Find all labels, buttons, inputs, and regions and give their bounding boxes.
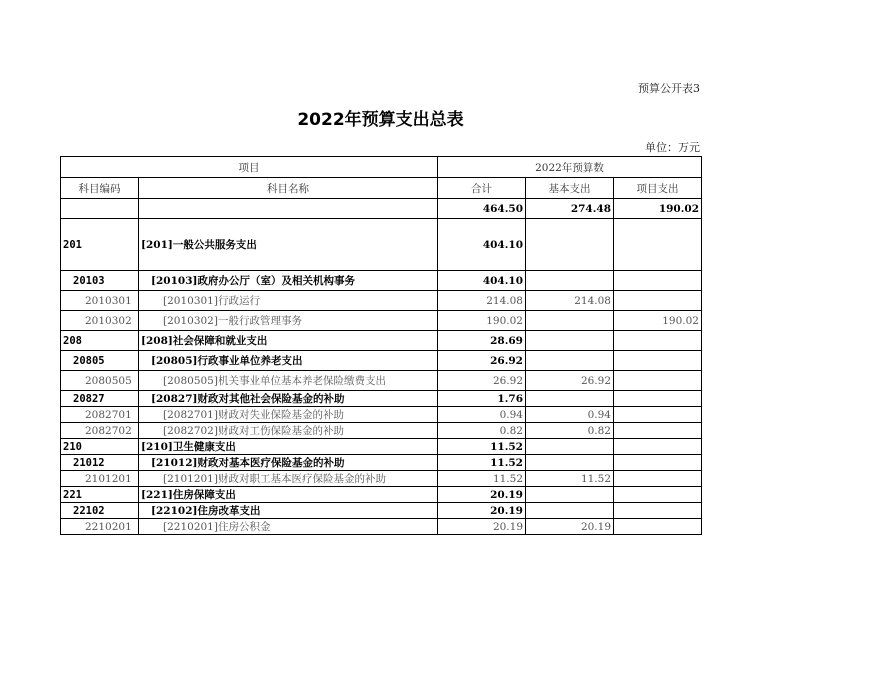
row-name-cell: [20805]行政事业单位养老支出 xyxy=(139,351,438,371)
row-basic-cell: 0.94 xyxy=(526,407,614,423)
total-name-cell xyxy=(139,199,438,219)
row-total-cell: 404.10 xyxy=(438,219,526,271)
row-basic-cell: 11.52 xyxy=(526,471,614,487)
row-code-cell: 2082702 xyxy=(61,423,139,439)
row-total-cell: 20.19 xyxy=(438,487,526,503)
row-project-cell xyxy=(614,351,702,371)
header-row-columns xyxy=(61,178,702,199)
row-code-cell: 20103 xyxy=(61,271,139,291)
row-code-cell: 21012 xyxy=(61,455,139,471)
row-project-cell xyxy=(614,407,702,423)
total-project-cell: 190.02 xyxy=(614,199,702,219)
row-project-cell xyxy=(614,291,702,311)
row-project-cell xyxy=(614,471,702,487)
table-row xyxy=(61,503,702,519)
row-code-cell: 20805 xyxy=(61,351,139,371)
row-total-cell: 1.76 xyxy=(438,391,526,407)
row-basic-cell xyxy=(526,439,614,455)
row-basic-cell xyxy=(526,455,614,471)
total-code-cell xyxy=(61,199,139,219)
table-row xyxy=(61,331,702,351)
row-project-cell xyxy=(614,439,702,455)
total-row xyxy=(61,199,702,219)
header-name: 科目名称 xyxy=(139,178,438,199)
row-total-cell: 11.52 xyxy=(438,471,526,487)
header-total: 合计 xyxy=(438,178,526,199)
table-row xyxy=(61,439,702,455)
row-code-cell: 2010302 xyxy=(61,311,139,331)
row-code-cell: 201 xyxy=(61,219,139,271)
row-name-cell: [20103]政府办公厅（室）及相关机构事务 xyxy=(139,271,438,291)
row-code-cell: 2080505 xyxy=(61,371,139,391)
row-basic-cell xyxy=(526,331,614,351)
row-total-cell: 26.92 xyxy=(438,351,526,371)
table-row xyxy=(61,407,702,423)
row-name-cell: [201]一般公共服务支出 xyxy=(139,219,438,271)
row-total-cell: 28.69 xyxy=(438,331,526,351)
table-row xyxy=(61,519,702,535)
row-total-cell: 20.19 xyxy=(438,503,526,519)
header-item-group: 项目 xyxy=(61,157,438,178)
row-total-cell: 11.52 xyxy=(438,439,526,455)
row-project-cell xyxy=(614,271,702,291)
table-row xyxy=(61,351,702,371)
form-number: 预算公开表3 xyxy=(638,82,700,95)
header-budget-group: 2022年预算数 xyxy=(438,157,702,178)
row-basic-cell xyxy=(526,219,614,271)
row-name-cell: [22102]住房改革支出 xyxy=(139,503,438,519)
total-basic-cell: 274.48 xyxy=(526,199,614,219)
row-project-cell xyxy=(614,487,702,503)
row-name-cell: [2082701]财政对失业保险基金的补助 xyxy=(139,407,438,423)
header-code: 科目编码 xyxy=(61,178,139,199)
table-row xyxy=(61,455,702,471)
table-row xyxy=(61,487,702,503)
row-code-cell: 210 xyxy=(61,439,139,455)
row-code-cell: 221 xyxy=(61,487,139,503)
row-total-cell: 0.82 xyxy=(438,423,526,439)
unit-label: 单位：万元 xyxy=(645,141,700,154)
row-total-cell: 11.52 xyxy=(438,455,526,471)
row-total-cell: 214.08 xyxy=(438,291,526,311)
row-code-cell: 2010301 xyxy=(61,291,139,311)
row-project-cell xyxy=(614,455,702,471)
row-project-cell xyxy=(614,423,702,439)
page-title: 2022年预算支出总表 xyxy=(297,110,464,130)
row-code-cell: 2210201 xyxy=(61,519,139,535)
header-basic: 基本支出 xyxy=(526,178,614,199)
budget-table xyxy=(60,156,702,535)
total-total-cell: 464.50 xyxy=(438,199,526,219)
row-project-cell xyxy=(614,331,702,351)
row-name-cell: [2082702]财政对工伤保险基金的补助 xyxy=(139,423,438,439)
row-basic-cell: 26.92 xyxy=(526,371,614,391)
header-row-group xyxy=(61,157,702,178)
row-total-cell: 404.10 xyxy=(438,271,526,291)
table-row xyxy=(61,391,702,407)
row-basic-cell: 214.08 xyxy=(526,291,614,311)
row-name-cell: [2080505]机关事业单位基本养老保险缴费支出 xyxy=(139,371,438,391)
row-name-cell: [208]社会保障和就业支出 xyxy=(139,331,438,351)
row-basic-cell xyxy=(526,391,614,407)
table-row xyxy=(61,371,702,391)
table-row xyxy=(61,219,702,271)
row-project-cell xyxy=(614,219,702,271)
row-project-cell xyxy=(614,371,702,391)
row-basic-cell xyxy=(526,503,614,519)
row-total-cell: 190.02 xyxy=(438,311,526,331)
row-code-cell: 22102 xyxy=(61,503,139,519)
table-row xyxy=(61,423,702,439)
row-code-cell: 2101201 xyxy=(61,471,139,487)
row-name-cell: [2010302]一般行政管理事务 xyxy=(139,311,438,331)
table-row xyxy=(61,271,702,291)
row-code-cell: 20827 xyxy=(61,391,139,407)
row-project-cell xyxy=(614,519,702,535)
table-row xyxy=(61,291,702,311)
row-name-cell: [2210201]住房公积金 xyxy=(139,519,438,535)
table-row xyxy=(61,311,702,331)
row-code-cell: 208 xyxy=(61,331,139,351)
row-project-cell: 190.02 xyxy=(614,311,702,331)
table-row xyxy=(61,471,702,487)
row-total-cell: 0.94 xyxy=(438,407,526,423)
row-basic-cell: 20.19 xyxy=(526,519,614,535)
row-name-cell: [20827]财政对其他社会保险基金的补助 xyxy=(139,391,438,407)
row-name-cell: [221]住房保障支出 xyxy=(139,487,438,503)
row-name-cell: [2101201]财政对职工基本医疗保险基金的补助 xyxy=(139,471,438,487)
row-name-cell: [21012]财政对基本医疗保险基金的补助 xyxy=(139,455,438,471)
row-total-cell: 20.19 xyxy=(438,519,526,535)
row-basic-cell xyxy=(526,311,614,331)
row-basic-cell xyxy=(526,271,614,291)
row-code-cell: 2082701 xyxy=(61,407,139,423)
row-name-cell: [210]卫生健康支出 xyxy=(139,439,438,455)
row-project-cell xyxy=(614,391,702,407)
row-basic-cell: 0.82 xyxy=(526,423,614,439)
row-basic-cell xyxy=(526,487,614,503)
row-total-cell: 26.92 xyxy=(438,371,526,391)
row-name-cell: [2010301]行政运行 xyxy=(139,291,438,311)
header-project: 项目支出 xyxy=(614,178,702,199)
row-basic-cell xyxy=(526,351,614,371)
row-project-cell xyxy=(614,503,702,519)
